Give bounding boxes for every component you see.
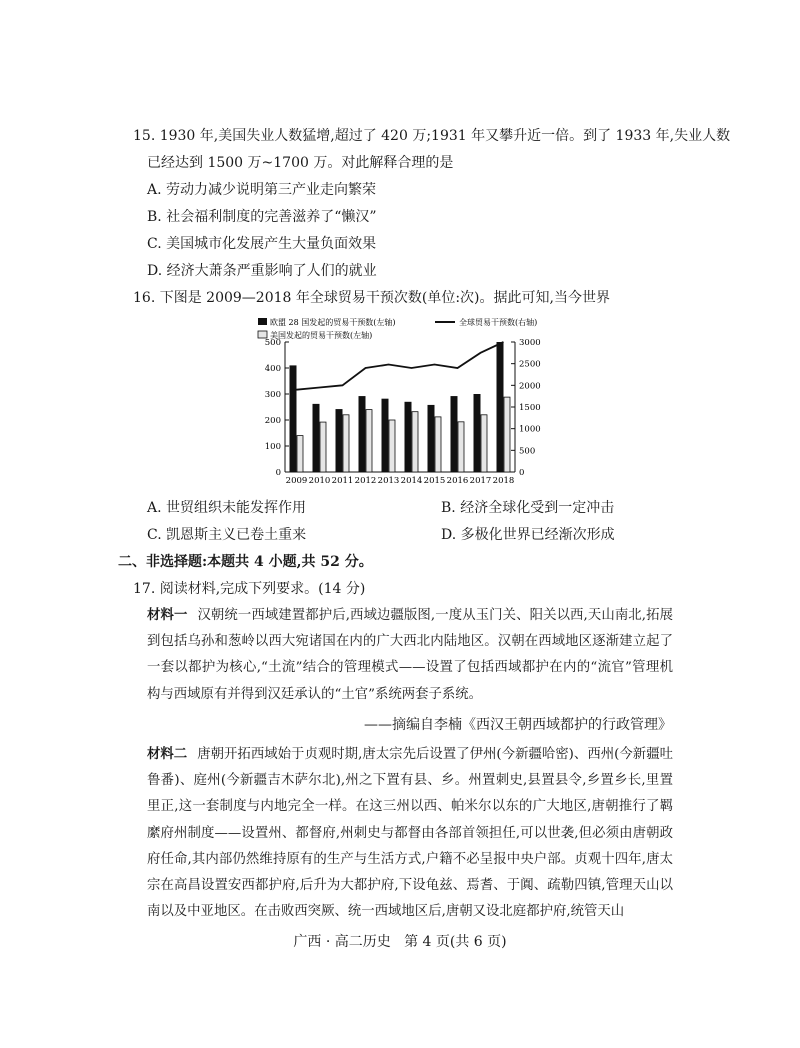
legend-us-label: 美国发起的贸易干预数(左轴) <box>270 331 373 340</box>
bar-eu <box>474 394 481 472</box>
x-tick-label: 2017 <box>469 476 492 486</box>
right-tick-label: 1000 <box>519 424 541 435</box>
q16-option-c: C. 凯恩斯主义已卷土重来 <box>147 527 307 543</box>
left-tick-label: 200 <box>264 416 281 426</box>
bar-us <box>481 415 487 472</box>
x-tick-label: 2012 <box>354 476 377 486</box>
q15-stem-line2: 已经达到 1500 万~1700 万。对此解释合理的是 <box>147 155 454 171</box>
bar-eu <box>359 396 366 472</box>
bar-us <box>366 410 372 472</box>
bar-eu <box>313 404 320 472</box>
q17-material2 <box>147 741 673 925</box>
bar-eu <box>497 342 504 472</box>
right-tick-label: 2000 <box>519 381 541 392</box>
x-axis-labels <box>286 476 515 486</box>
bar-eu <box>336 409 343 472</box>
bar-us <box>458 422 464 472</box>
legend-eu-swatch <box>258 318 267 325</box>
left-tick-label: 500 <box>264 338 281 348</box>
left-tick-label: 0 <box>275 468 281 478</box>
section2-heading: 二、非选择题:本题共 4 小题,共 52 分。 <box>118 554 373 570</box>
x-tick-label: 2010 <box>308 476 331 486</box>
bar-us <box>504 397 510 472</box>
page-footer: 广西 · 高二历史 第 4 页(共 6 页) <box>293 934 507 950</box>
q15-option-d: D. 经济大萧条严重影响了人们的就业 <box>147 263 377 279</box>
right-tick-label: 3000 <box>519 338 541 348</box>
bar-us <box>343 415 349 472</box>
right-tick-label: 0 <box>519 468 525 478</box>
material2-text: 唐朝开拓西域始于贞观时期,唐太宗先后设置了伊州(今新疆哈密)、西州(今新疆吐鲁番)、庭州(今新疆吉木萨尔北),州之下置有县、乡。州置刺史,县置县令,乡置乡长,里置里正,这一套制度与内地完全一样。在这三州以西、帕米尔以东的广大地区,唐朝推行了羁縻府州制度——设置州、都督府,州刺史与都督由各部首领担任,可以世袭,但必须由唐朝政府任命,其内部仍然维持原有的生产与生活方式,户籍不必呈报中央户部。贞观十四年,唐太宗在高昌设置安西都护府,后升为大都护府,下设龟兹、焉耆、于阗、疏勒四镇,管理天山以南以及中亚地区。在击败西突厥、统一西域地区后,唐朝又设北庭都护府,统管天山 <box>147 747 673 920</box>
right-tick-label: 1500 <box>519 403 541 413</box>
x-tick-label: 2015 <box>423 476 446 486</box>
material1-source: ——摘编自李楠《西汉王朝西域都护的行政管理》 <box>364 717 672 733</box>
material2-label: 材料二 <box>147 746 188 762</box>
x-tick-label: 2016 <box>446 476 469 486</box>
q17-material1 <box>147 602 673 708</box>
bar-us <box>435 417 441 472</box>
x-tick-label: 2014 <box>400 476 423 486</box>
right-tick-label: 500 <box>519 446 536 457</box>
right-tick-label: 2500 <box>519 359 541 370</box>
legend-global-label: 全球贸易干预数(右轴) <box>459 318 538 327</box>
bar-eu <box>382 399 389 472</box>
bar-eu <box>290 365 297 472</box>
chart-legend <box>258 317 537 340</box>
q15-stem-line1: 15. 1930 年,美国失业人数猛增,超过了 420 万;1931 年又攀升近一倍。到了 1933 年,失业人数 <box>133 128 731 144</box>
q15-option-c: C. 美国城市化发展产生大量负面效果 <box>147 236 377 252</box>
legend-eu-label: 欧盟 28 国发起的贸易干预数(左轴) <box>270 318 396 327</box>
chart-bars <box>290 342 511 472</box>
material1-text: 汉朝统一西域建置都护后,西域边疆版图,一度从玉门关、阳关以西,天山南北,拓展到包括乌孙和葱岭以西大宛诸国在内的广大西北内陆地区。汉朝在西域地区逐渐建立起了一套以都护为核心,“土流”结合的管理模式——设置了包括西域都护在内的“流官”管理机构与西域原有并得到汉廷承认的“土官”系统两套子系统。 <box>147 608 673 702</box>
bar-eu <box>405 402 412 472</box>
left-tick-label: 400 <box>264 364 281 374</box>
q16-option-b: B. 经济全球化受到一定冲击 <box>441 500 615 516</box>
bar-us <box>320 422 326 472</box>
q16-stem: 16. 下图是 2009—2018 年全球贸易干预次数(单位:次)。据此可知,当今世界 <box>133 290 610 306</box>
q15-option-a: A. 劳动力减少说明第三产业走向繁荣 <box>147 182 377 198</box>
bar-us <box>389 420 395 472</box>
left-tick-label: 300 <box>264 390 281 400</box>
x-tick-label: 2013 <box>377 476 400 486</box>
q15-option-b: B. 社会福利制度的完善滋养了“懒汉” <box>147 209 377 225</box>
x-tick-label: 2009 <box>285 476 308 486</box>
bar-eu <box>428 405 435 472</box>
bar-us <box>412 412 418 472</box>
legend-us-swatch <box>258 331 267 338</box>
material1-label: 材料一 <box>147 607 188 623</box>
q16-option-d: D. 多极化世界已经渐次形成 <box>441 527 615 543</box>
q17-stem: 17. 阅读材料,完成下列要求。(14 分) <box>133 581 366 597</box>
bar-us <box>297 436 303 472</box>
x-tick-label: 2018 <box>492 476 515 486</box>
q16-option-a: A. 世贸组织未能发挥作用 <box>147 500 307 516</box>
global-trade-line <box>297 342 504 390</box>
left-tick-label: 100 <box>264 442 281 452</box>
x-tick-label: 2011 <box>331 476 354 486</box>
trade-intervention-chart <box>250 312 560 492</box>
bar-eu <box>451 396 458 472</box>
